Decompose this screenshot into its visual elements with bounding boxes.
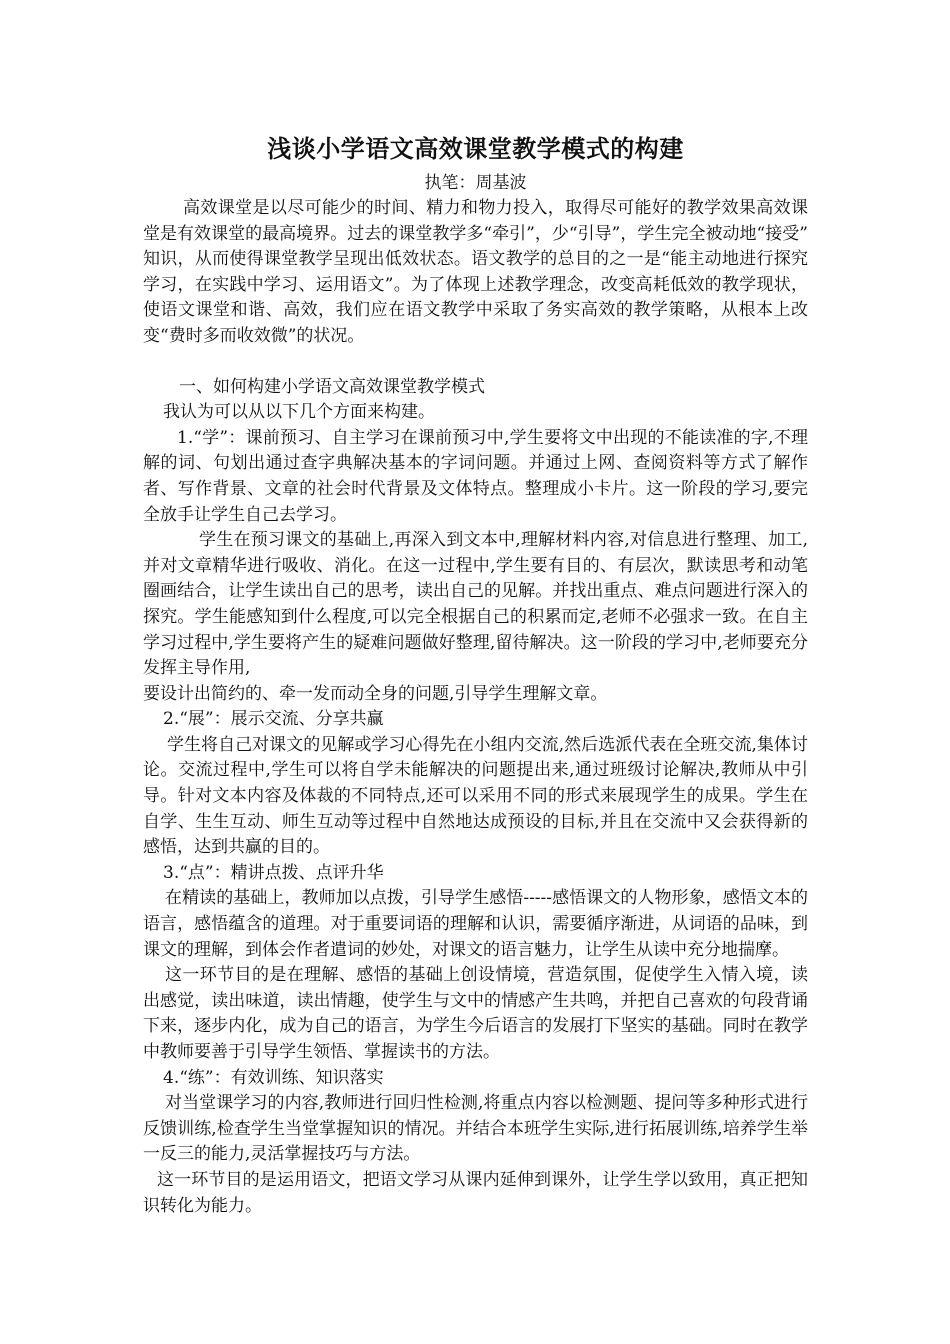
document-author: 执笔：周基波	[424, 173, 527, 193]
paragraph: 学生在预习课文的基础上,再深入到文本中,理解材料内容,对信息进行整理、加工,并对文章精华进行吸收、消化。在这一过程中,学生要有目的、有层次，默读思考和动笔圈画结合，让学生读出自己的思考，读出自己的见解。并找出重点、难点问题进行深入的探究。学生能感知到什么程度,可以完全根据自己的积累而定,老师不必强求一致。在自主学习过程中,学生要将产生的疑难问题做好整理,留待解决。这一阶段的学习中,老师要充分发挥主导作用,	[143, 530, 808, 679]
paragraph: 我认为可以从以下几个方面来构建。	[163, 402, 435, 423]
document-page	[143, 132, 808, 1219]
paragraph-intro: 高效课堂是以尽可能少的时间、精力和物力投入，取得尽可能好的教学效果高效课堂是有效课堂的最高境界。过去的课堂教学多“牵引”，少“引导”，学生完全被动地“接受” 知识，从而使得课堂教学呈现出低效状态。语文教学的总目的之一是“能主动地进行探究学习，在实践中学习、运用语文”。为了体现上述教学理念，改变高耗低效的教学现状，使语文课堂和谐、高效，我们应在语文教学中采取了务实高效的教学策略，从根本上改变“费时多而收效微”的状况。	[143, 198, 808, 346]
paragraph: 学生将自己对课文的见解或学习心得先在小组内交流,然后选派代表在全班交流,集体讨论。交流过程中,学生可以将自学未能解决的问题提出来,通过班级讨论解决,教师从中引导。针对文本内容及体裁的不同特点,还可以采用不同的形式来展现学生的成果。学生在自学、生生互动、师生互动等过程中自然地达成预设的目标,并且在交流中又会获得新的感悟，达到共赢的目的。	[143, 734, 808, 858]
paragraph: 这一环节目的是在理解、感悟的基础上创设情境，营造氛围，促使学生入情入境，读出感觉，读出味道，读出情趣，使学生与文中的情感产生共鸣，并把自己喜欢的句段背诵下来，逐步内化，成为自己的语言，为学生今后语言的发展打下坚实的基础。同时在教学中教师要善于引导学生领悟、掌握读书的方法。	[143, 965, 808, 1062]
subheading-dian: 3.“点”：精讲点拨、点评升华	[163, 862, 384, 883]
document-title: 浅谈小学语文高效课堂教学模式的构建	[267, 134, 684, 163]
paragraph: 这一环节目的是运用语文，把语文学习从课内延伸到课外，让学生学以致用，真正把知识转化为能力。	[143, 1169, 808, 1216]
paragraph: 在精读的基础上，教师加以点拨，引导学生感悟-----感悟课文的人物形象，感悟文本的语言，感悟蕴含的道理。对于重要词语的理解和认识，需要循序渐进，从词语的品味，到课文的理解，到体会作者遣词的妙处，对课文的语言魅力，让学生从读中充分地揣摩。	[143, 888, 808, 960]
subheading-lian: 4.“练”：有效训练、知识落实	[163, 1067, 384, 1088]
subheading-zhan: 2.“展”：展示交流、分享共赢	[163, 709, 384, 730]
paragraph-gap	[143, 350, 808, 375]
paragraph: 对当堂课学习的内容,教师进行回归性检测,将重点内容以检测题、提问等多种形式进行反馈训练,检查学生当堂掌握知识的情况。并结合本班学生实际,进行拓展训练,培养学生举一反三的能力,灵活掌握技巧与方法。	[143, 1093, 808, 1165]
paragraph: 要设计出简约的、牵一发而动全身的问题,引导学生理解文章。	[143, 683, 608, 704]
subheading-xue: 1.“学”：课前预习、自主学习在课前预习中,学生要将文中出现的不能读准的字,不理解的词、句划出通过查字典解决基本的字词问题。并通过上网、查阅资料等方式了解作者、写作背景、文章的社会时代背景及文体特点。整理成小卡片。这一阶段的学习,要完全放手让学生自己去学习。	[143, 427, 808, 525]
section-heading: 一、如何构建小学语文高效课堂教学模式	[179, 376, 485, 397]
